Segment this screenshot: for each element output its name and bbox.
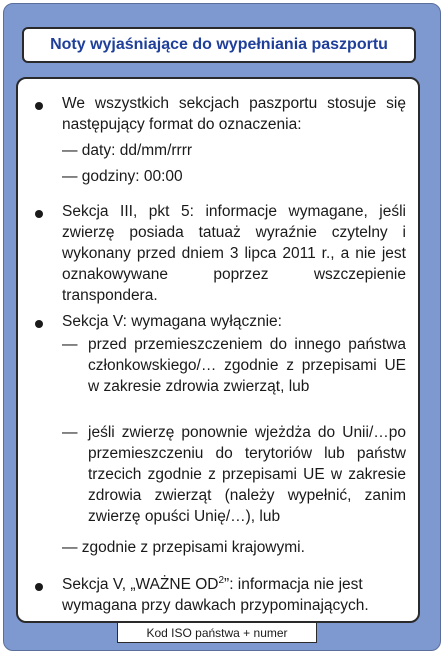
bullet-icon (35, 320, 43, 328)
note-section-5-item-2: jeśli zwierzę ponownie wjeżdża do Unii/…po przemieszczeniu do terytoriów lub państw trzecich zgodnie z przepisami UE w zakresie zdrowia zwierząt (należy wypełnić, zanim zwierzę opuści Unię/…), lub (88, 424, 406, 525)
bullet-icon (35, 210, 43, 218)
note-formats-time: — godziny: 00:00 (62, 168, 183, 185)
note-section-5-item-3: — zgodnie z przepisami krajowymi. (62, 539, 305, 556)
page-title: Noty wyjaśniające do wypełniania paszportu (50, 36, 388, 53)
note-formats-date: — daty: dd/mm/rrrr (62, 142, 193, 159)
note-formats: We wszystkich sekcjach paszportu stosuje się następujący format do oznaczenia: (62, 95, 406, 133)
page-header (22, 27, 416, 63)
note-section-3: Sekcja III, pkt 5: informacje wymagane, jeśli zwierzę posiada tatuaż wyraźnie czytelny i wykonany przed dniem 3 lipca 2011 r., a nie jest oznakowywane poprzez wszczepienie transpondera. (62, 203, 406, 304)
notes-panel (16, 77, 420, 623)
note-section-5: Sekcja V: wymagana wyłącznie: (62, 313, 282, 330)
note-valid-from: Sekcja V, „WAŻNE $OD^2$”: informacja nie jest wymagana przy dawkach przypominających. (62, 574, 369, 614)
dash-marker: — (62, 336, 78, 353)
iso-code-label (117, 622, 317, 643)
bullet-icon (35, 583, 43, 591)
bullet-icon (35, 102, 43, 110)
dash-marker: — (62, 424, 78, 441)
note-section-5-item-1: przed przemieszczeniem do innego państwa członkowskiego/… zgodnie z przepisami UE w zakresie zdrowia zwierząt, lub (88, 336, 406, 395)
iso-code-text: Kod ISO państwa + numer (146, 625, 288, 640)
